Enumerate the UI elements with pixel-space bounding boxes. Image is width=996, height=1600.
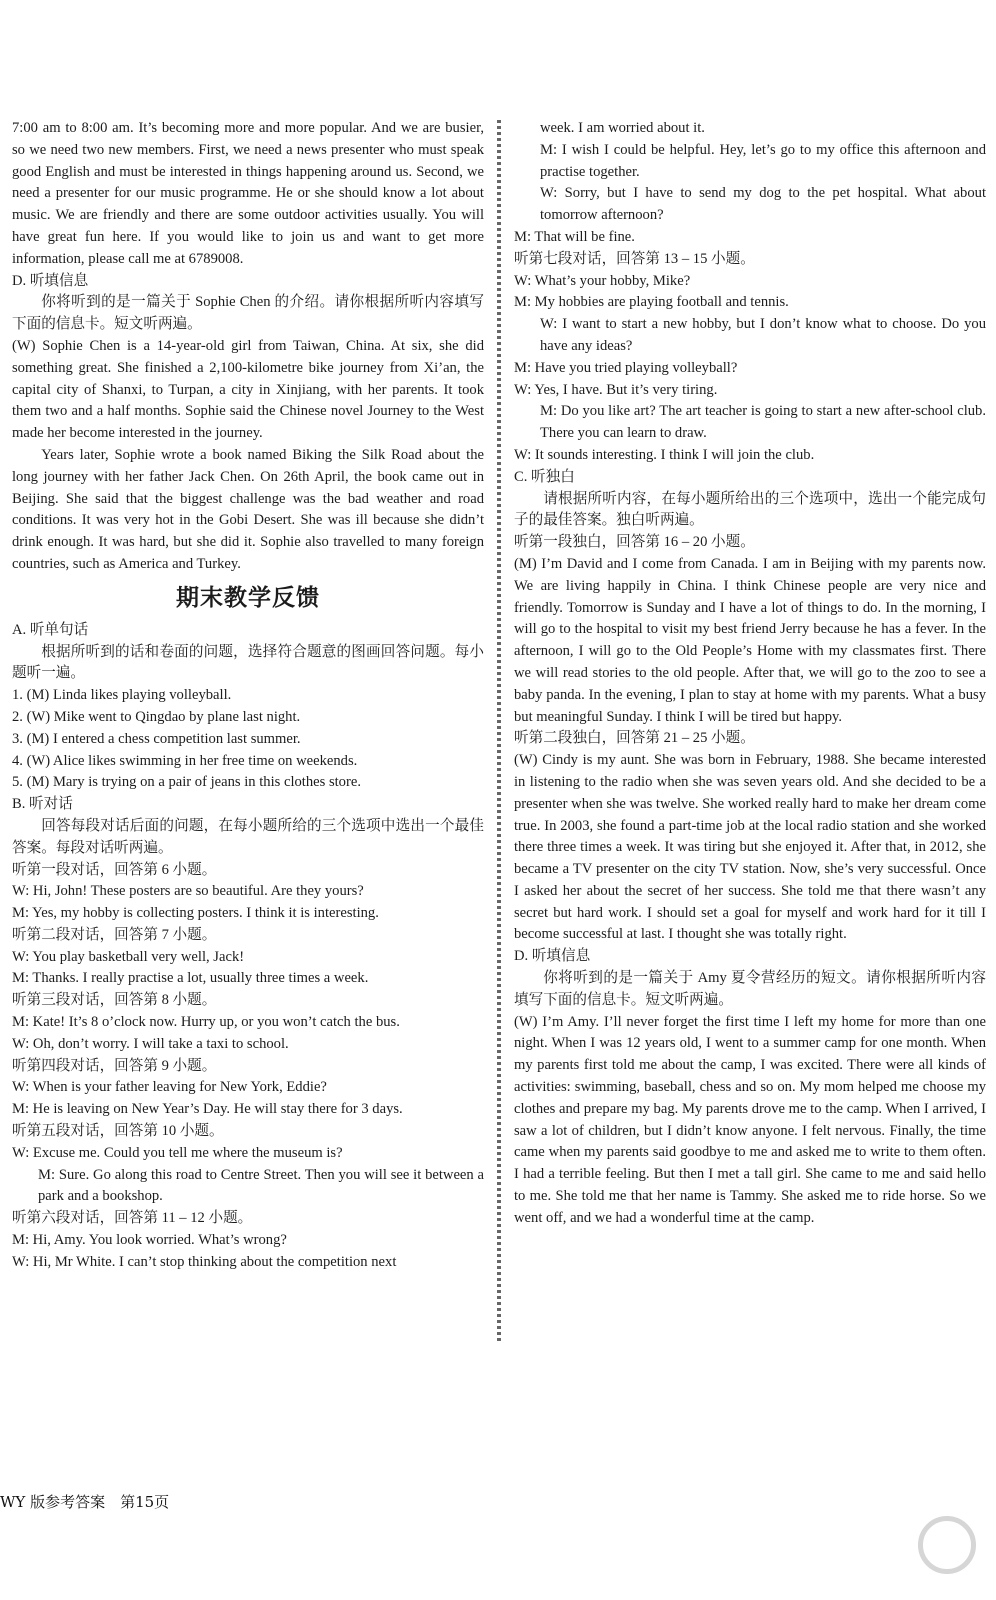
text-paragraph: W: What’s your hobby, Mike? [514, 272, 691, 289]
text-paragraph: W: I want to start a new hobby, but I don’t know what to choose. Do you have any ideas? [540, 316, 986, 354]
text-paragraph: M: Have you tried playing volleyball? [514, 359, 738, 376]
text-paragraph: 你将听到的是一篇关于 Sophie Chen 的介绍。请你根据所听内容填写下面的信息卡。短文听两遍。 [12, 294, 484, 333]
column-divider [497, 120, 501, 1342]
text-paragraph: W: Yes, I have. But it’s very tiring. [514, 381, 718, 398]
text-paragraph: 你将听到的是一篇关于 Amy 夏令营经历的短文。请你根据所听内容填写下面的信息卡。短文听两遍。 [514, 970, 986, 1008]
text-paragraph: 听第三段对话，回答第 8 小题。 [12, 992, 217, 1009]
text-paragraph: 4. (W) Alice likes swimming in her free time on weekends. [12, 752, 358, 769]
text-paragraph: M: Do you like art? The art teacher is going to start a new after-school club. There you can learn to draw. [540, 403, 986, 442]
text-paragraph: (W) I’m Amy. I’ll never forget the first time I left my home for more than one night. When I was 12 years old, I went to a summer camp for one month. When my parents first told me about the camp, I was excited. There were all kinds of activities: swimming, baseball, chess and so on. My mom helped me choose my clothes and prepare my bag. My parents drove me to the camp. When I arrived, I saw a lot of children, but I didn’t know anyone. I felt nervous. Finally, the time came when my parents said goodbye to me and asked me to write to them often. I had a terrible feeling. But then I met a tall girl. She came to me and said hello to me. She told me that her name is Tammy. She asked me to ride horse. So we went off, and we had a wonderful time at the camp. [514, 1013, 986, 1226]
text-paragraph: M: That will be fine. [514, 228, 635, 245]
text-paragraph: 根据所听到的话和卷面的问题，选择符合题意的图画回答问题。每小题听一遍。 [12, 643, 484, 682]
text-paragraph: 听第四段对话，回答第 9 小题。 [12, 1057, 217, 1074]
text-paragraph: W: Oh, don’t worry. I will take a taxi to school. [12, 1035, 289, 1052]
text-paragraph: M: Sure. Go along this road to Centre Street. Then you will see it between a park and a bookshop. [38, 1166, 484, 1205]
text-paragraph: 7:00 am to 8:00 am. It’s becoming more and more popular. And we are busier, so we need two new members. First, we need a news presenter who must speak good English and must be interested in things happening around us. Second, we need a presenter for our music programme. He or she should know a lot about music. We are friendly and there are some outdoor activities usually. You will have great fun here. If you would like to join us and want to get more information, please call me at 6789008. [12, 120, 484, 267]
text-paragraph: W: Hi, John! These posters are so beautiful. Are they yours? [12, 883, 364, 900]
text-paragraph: 5. (M) Mary is trying on a pair of jeans in this clothes store. [12, 774, 361, 791]
text-paragraph: Years later, Sophie wrote a book named Biking the Silk Road about the long journey with her father Jack Chen. On 26th April, the book came out in Beijing. She said that the biggest challenge was the bad weather and road conditions. It was very hot in the Gobi Desert. She was ill because she didn’t drink enough. It was hard, but she did it. Sophie also travelled to many foreign countries, such as America and Turkey. [12, 446, 484, 572]
text-paragraph: 请根据所听内容，在每小题所给出的三个选项中，选出一个能完成句子的最佳答案。独白听两遍。 [514, 490, 986, 529]
text-paragraph: 听第一段独白，回答第 16 – 20 小题。 [514, 534, 755, 551]
text-paragraph: M: My hobbies are playing football and tennis. [514, 294, 789, 311]
text-paragraph: M: Hi, Amy. You look worried. What’s wrong? [12, 1232, 287, 1249]
text-paragraph: W: It sounds interesting. I think I will join the club. [514, 446, 815, 463]
text-paragraph: W: When is your father leaving for New York, Eddie? [12, 1079, 327, 1096]
page-footer: WY 版参考答案 第15页 [0, 1493, 170, 1511]
text-paragraph: 听第七段对话，回答第 13 – 15 小题。 [514, 250, 755, 267]
text-paragraph: 听第二段独白，回答第 21 – 25 小题。 [514, 730, 755, 747]
text-paragraph: M: He is leaving on New Year’s Day. He will stay there for 3 days. [12, 1101, 403, 1118]
text-paragraph: W: Sorry, but I have to send my dog to the pet hospital. What about tomorrow afternoon? [540, 185, 986, 224]
text-paragraph: 听第一段对话，回答第 6 小题。 [12, 861, 217, 878]
text-paragraph: M: Yes, my hobby is collecting posters. I think it is interesting. [12, 905, 379, 922]
text-paragraph: 听第五段对话，回答第 10 小题。 [12, 1123, 224, 1140]
text-paragraph: D. 听填信息 [514, 948, 591, 965]
right-text-column [514, 118, 986, 1230]
text-paragraph: W: You play basketball very well, Jack! [12, 948, 245, 965]
text-paragraph: 听第二段对话，回答第 7 小题。 [12, 926, 217, 943]
text-paragraph: W: Hi, Mr White. I can’t stop thinking about the competition next [12, 1253, 397, 1270]
text-paragraph: B. 听对话 [12, 796, 73, 813]
text-paragraph: (W) Cindy is my aunt. She was born in February, 1988. She became interested in listening to the radio when she was seven years old. And she decided to be a presenter when she was twelve. She worked really hard to make her dream come true. In 2003, she found a part-time job at the local radio station and she worked there three times a week. It was tiring but she enjoyed it. After that, in 2012, she became a TV presenter on the city TV station. Now, she’s very successful. Once I asked her about the secret of her success. She told me that there wasn’t any secret but hard work. I should set a goal for myself and work hard for it till I become successful at last. I thought she was totally right. [514, 752, 986, 943]
text-paragraph: A. 听单句话 [12, 621, 89, 638]
text-paragraph: M: Thanks. I really practise a lot, usually three times a week. [12, 970, 369, 987]
text-paragraph: 回答每段对话后面的问题，在每小题所给的三个选项中选出一个最佳答案。每段对话听两遍。 [12, 817, 484, 856]
text-paragraph: week. I am worried about it. [540, 120, 705, 136]
section-heading: 期末教学反馈 [176, 584, 320, 611]
text-paragraph: 2. (W) Mike went to Qingdao by plane last night. [12, 708, 301, 725]
watermark-circle-icon [918, 1516, 976, 1574]
text-paragraph: M: I wish I could be helpful. Hey, let’s go to my office this afternoon and practise together. [540, 141, 986, 180]
site-watermark-logo [748, 1510, 988, 1598]
text-paragraph: 1. (M) Linda likes playing volleyball. [12, 687, 232, 704]
text-paragraph: M: Kate! It’s 8 o’clock now. Hurry up, or you won’t catch the bus. [12, 1014, 400, 1031]
text-paragraph: (M) I’m David and I come from Canada. I am in Beijing with my parents now. We are living happily in China. I think Chinese people are very nice and friendly. Tomorrow is Sunday and I have a lot of things to do. In the morning, I will go to the hospital to visit my best friend Jerry because he has a fever. In the afternoon, I will go to the Old People’s Home with my classmates first. There we will read stories to the old people. After that, we will go to the zoo to see a baby panda. In the evening, I plan to stay at home with my parents. What a busy but meaningful Sunday. I think I will be tired but happy. [514, 555, 986, 725]
left-text-column [12, 118, 484, 1274]
text-paragraph: 听第六段对话，回答第 11 – 12 小题。 [12, 1210, 253, 1227]
text-paragraph: C. 听独白 [514, 468, 575, 485]
text-paragraph: 3. (M) I entered a chess competition last summer. [12, 730, 301, 747]
text-paragraph: (W) Sophie Chen is a 14-year-old girl from Taiwan, China. At six, she did something great. She finished a 2,100-kilometre bike journey from Xi’an, the capital city of Shanxi, to Turpan, a city in Xinjiang, with her parents. It took them two and a half months. Sophie said the Chinese novel Journey to the West made her become interested in the journey. [12, 337, 484, 442]
text-paragraph: D. 听填信息 [12, 272, 89, 289]
text-paragraph: W: Excuse me. Could you tell me where the museum is? [12, 1144, 343, 1161]
